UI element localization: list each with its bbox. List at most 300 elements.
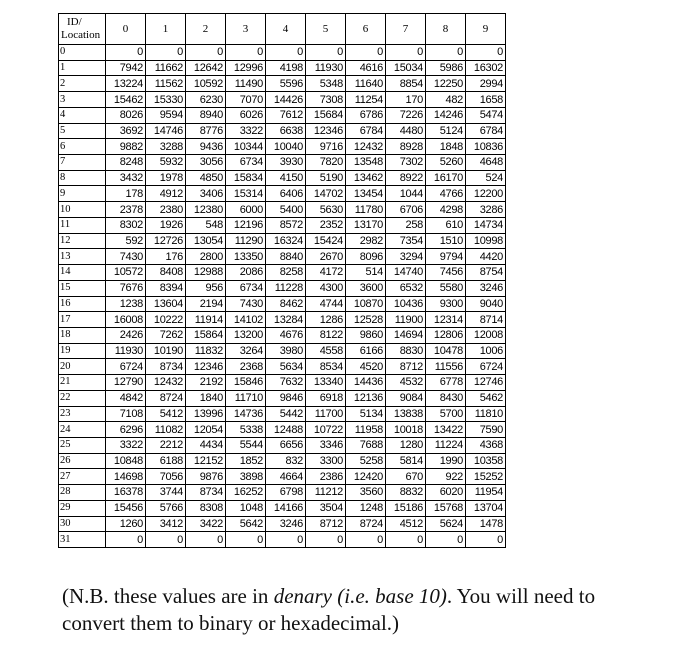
- table-cell: 14746: [146, 123, 186, 139]
- table-cell: 4664: [266, 469, 306, 485]
- table-cell: 2982: [346, 233, 386, 249]
- table-cell: 956: [186, 280, 226, 296]
- table-cell: 13350: [226, 249, 266, 265]
- column-header-id-3: 3: [226, 14, 266, 45]
- table-row: [59, 453, 506, 469]
- table-cell: 12528: [346, 312, 386, 328]
- table-cell: 11954: [466, 485, 506, 501]
- table-cell: 16324: [266, 233, 306, 249]
- table-cell: 0: [146, 45, 186, 61]
- table-cell: 5580: [426, 280, 466, 296]
- table-cell: 8776: [186, 123, 226, 139]
- row-label-location: 30: [59, 516, 106, 532]
- table-cell: 0: [266, 45, 306, 61]
- table-cell: 3898: [226, 469, 266, 485]
- table-row: [59, 469, 506, 485]
- table-cell: 6532: [386, 280, 426, 296]
- table-cell: 16252: [226, 485, 266, 501]
- table-cell: 7302: [386, 155, 426, 171]
- table-cell: 2426: [106, 327, 146, 343]
- data-table-container: [58, 13, 506, 548]
- table-cell: 8430: [426, 390, 466, 406]
- table-cell: 14702: [306, 186, 346, 202]
- table-cell: 4512: [386, 516, 426, 532]
- table-cell: 10190: [146, 343, 186, 359]
- table-cell: 9846: [266, 390, 306, 406]
- table-cell: 0: [226, 45, 266, 61]
- table-cell: 1006: [466, 343, 506, 359]
- table-body: [59, 45, 506, 548]
- table-cell: 11562: [146, 76, 186, 92]
- table-cell: 1478: [466, 516, 506, 532]
- row-label-location: 9: [59, 186, 106, 202]
- table-cell: 13422: [426, 422, 466, 438]
- table-cell: 670: [386, 469, 426, 485]
- table-cell: 9794: [426, 249, 466, 265]
- table-cell: 15864: [186, 327, 226, 343]
- table-cell: 8724: [346, 516, 386, 532]
- table-cell: 15846: [226, 375, 266, 391]
- column-header-id-8: 8: [426, 14, 466, 45]
- table-cell: 13604: [146, 296, 186, 312]
- table-cell: 5442: [266, 406, 306, 422]
- table-cell: 12420: [346, 469, 386, 485]
- table-cell: 1978: [146, 170, 186, 186]
- table-row: [59, 296, 506, 312]
- table-cell: 14736: [226, 406, 266, 422]
- table-cell: 12996: [226, 60, 266, 76]
- table-cell: 6724: [466, 359, 506, 375]
- row-label-location: 27: [59, 469, 106, 485]
- table-row: [59, 437, 506, 453]
- table-cell: 5630: [306, 202, 346, 218]
- row-label-location: 0: [59, 45, 106, 61]
- table-cell: 7942: [106, 60, 146, 76]
- table-cell: 14734: [466, 217, 506, 233]
- table-cell: 15034: [386, 60, 426, 76]
- table-cell: 5766: [146, 500, 186, 516]
- table-cell: 6798: [266, 485, 306, 501]
- row-label-location: 18: [59, 327, 106, 343]
- row-label-location: 3: [59, 92, 106, 108]
- table-cell: 7056: [146, 469, 186, 485]
- table-cell: 610: [426, 217, 466, 233]
- table-cell: 7590: [466, 422, 506, 438]
- table-cell: 5412: [146, 406, 186, 422]
- table-cell: 548: [186, 217, 226, 233]
- table-cell: 10478: [426, 343, 466, 359]
- table-cell: 8248: [106, 155, 146, 171]
- table-cell: 0: [466, 532, 506, 548]
- table-cell: 3322: [226, 123, 266, 139]
- table-cell: 7612: [266, 107, 306, 123]
- table-row: [59, 202, 506, 218]
- table-cell: 7262: [146, 327, 186, 343]
- row-label-location: 5: [59, 123, 106, 139]
- table-cell: 1286: [306, 312, 346, 328]
- table-cell: 12988: [186, 265, 226, 281]
- row-label-location: 10: [59, 202, 106, 218]
- table-cell: 8534: [306, 359, 346, 375]
- table-cell: 6166: [346, 343, 386, 359]
- table-cell: 1848: [426, 139, 466, 155]
- table-row: [59, 155, 506, 171]
- table-row: [59, 390, 506, 406]
- row-label-location: 11: [59, 217, 106, 233]
- table-cell: 11900: [386, 312, 426, 328]
- table-cell: 13340: [306, 375, 346, 391]
- table-row: [59, 76, 506, 92]
- table-cell: 1248: [346, 500, 386, 516]
- table-cell: 5634: [266, 359, 306, 375]
- table-cell: 7820: [306, 155, 346, 171]
- table-cell: 11490: [226, 76, 266, 92]
- table-cell: 9882: [106, 139, 146, 155]
- table-cell: 4676: [266, 327, 306, 343]
- table-cell: 12432: [346, 139, 386, 155]
- table-cell: 13284: [266, 312, 306, 328]
- table-cell: 8258: [266, 265, 306, 281]
- table-cell: 6706: [386, 202, 426, 218]
- table-row: [59, 359, 506, 375]
- table-cell: 3744: [146, 485, 186, 501]
- table-cell: 8572: [266, 217, 306, 233]
- table-cell: 13200: [226, 327, 266, 343]
- table-cell: 2378: [106, 202, 146, 218]
- table-cell: 4532: [386, 375, 426, 391]
- table-cell: 3056: [186, 155, 226, 171]
- table-cell: 10592: [186, 76, 226, 92]
- table-cell: 15252: [466, 469, 506, 485]
- table-cell: 0: [426, 532, 466, 548]
- table-cell: 592: [106, 233, 146, 249]
- table-cell: 10222: [146, 312, 186, 328]
- table-cell: 11224: [426, 437, 466, 453]
- table-row: [59, 265, 506, 281]
- table-cell: 11228: [266, 280, 306, 296]
- table-cell: 3264: [226, 343, 266, 359]
- table-cell: 10870: [346, 296, 386, 312]
- table-cell: 0: [346, 45, 386, 61]
- table-cell: 7430: [226, 296, 266, 312]
- table-cell: 2212: [146, 437, 186, 453]
- table-cell: 7226: [386, 107, 426, 123]
- table-cell: 16008: [106, 312, 146, 328]
- table-cell: 12152: [186, 453, 226, 469]
- table-cell: 4300: [306, 280, 346, 296]
- table-cell: 3246: [466, 280, 506, 296]
- table-cell: 922: [426, 469, 466, 485]
- row-label-location: 13: [59, 249, 106, 265]
- table-row: [59, 327, 506, 343]
- table-cell: 8712: [386, 359, 426, 375]
- table-cell: 3406: [186, 186, 226, 202]
- table-cell: 13054: [186, 233, 226, 249]
- table-cell: 12488: [266, 422, 306, 438]
- table-row: [59, 45, 506, 61]
- table-cell: 12432: [146, 375, 186, 391]
- table-cell: 5258: [346, 453, 386, 469]
- table-cell: 14740: [386, 265, 426, 281]
- corner-label-location: Location: [61, 29, 101, 41]
- table-cell: 2800: [186, 249, 226, 265]
- table-cell: 12008: [466, 327, 506, 343]
- table-cell: 3432: [106, 170, 146, 186]
- table-cell: 6000: [226, 202, 266, 218]
- table-row: [59, 170, 506, 186]
- table-cell: 10040: [266, 139, 306, 155]
- table-cell: 8940: [186, 107, 226, 123]
- table-cell: 9860: [346, 327, 386, 343]
- table-cell: 0: [466, 45, 506, 61]
- column-header-id-5: 5: [306, 14, 346, 45]
- table-cell: 11832: [186, 343, 226, 359]
- table-cell: 10018: [386, 422, 426, 438]
- table-cell: 4434: [186, 437, 226, 453]
- table-cell: 8714: [466, 312, 506, 328]
- table-cell: 14102: [226, 312, 266, 328]
- table-cell: 6656: [266, 437, 306, 453]
- table-cell: 10722: [306, 422, 346, 438]
- table-cell: 8922: [386, 170, 426, 186]
- row-label-location: 25: [59, 437, 106, 453]
- table-cell: 5400: [266, 202, 306, 218]
- table-cell: 4850: [186, 170, 226, 186]
- table-cell: 11212: [306, 485, 346, 501]
- table-cell: 15684: [306, 107, 346, 123]
- table-cell: 5190: [306, 170, 346, 186]
- table-cell: 1990: [426, 453, 466, 469]
- table-cell: 4520: [346, 359, 386, 375]
- table-cell: 258: [386, 217, 426, 233]
- row-label-location: 8: [59, 170, 106, 186]
- table-row: [59, 532, 506, 548]
- table-row: [59, 107, 506, 123]
- table-cell: 8724: [146, 390, 186, 406]
- table-cell: 7354: [386, 233, 426, 249]
- table-row: [59, 375, 506, 391]
- column-header-id-2: 2: [186, 14, 226, 45]
- column-header-id-1: 1: [146, 14, 186, 45]
- table-cell: 0: [306, 45, 346, 61]
- table-cell: 7688: [346, 437, 386, 453]
- table-cell: 11290: [226, 233, 266, 249]
- table-cell: 7070: [226, 92, 266, 108]
- table-cell: 5596: [266, 76, 306, 92]
- table-cell: 16170: [426, 170, 466, 186]
- table-row: [59, 343, 506, 359]
- table-cell: 7308: [306, 92, 346, 108]
- table-cell: 6230: [186, 92, 226, 108]
- table-row: [59, 312, 506, 328]
- column-header-id-6: 6: [346, 14, 386, 45]
- table-cell: 15834: [226, 170, 266, 186]
- table-cell: 15424: [306, 233, 346, 249]
- row-label-location: 24: [59, 422, 106, 438]
- table-cell: 12136: [346, 390, 386, 406]
- table-cell: 12196: [226, 217, 266, 233]
- table-cell: 3930: [266, 155, 306, 171]
- row-label-location: 22: [59, 390, 106, 406]
- table-cell: 1852: [226, 453, 266, 469]
- table-cell: 1926: [146, 217, 186, 233]
- table-cell: 14694: [386, 327, 426, 343]
- row-label-location: 19: [59, 343, 106, 359]
- table-cell: 3422: [186, 516, 226, 532]
- table-cell: 16302: [466, 60, 506, 76]
- table-cell: 15462: [106, 92, 146, 108]
- table-cell: 0: [186, 532, 226, 548]
- table-cell: 10836: [466, 139, 506, 155]
- note-text-emphasis: denary (i.e. base 10): [273, 584, 447, 608]
- table-cell: 6784: [346, 123, 386, 139]
- table-cell: 8734: [146, 359, 186, 375]
- table-cell: 6784: [466, 123, 506, 139]
- table-cell: 13996: [186, 406, 226, 422]
- table-cell: 12200: [466, 186, 506, 202]
- table-cell: 12346: [306, 123, 346, 139]
- table-cell: 4172: [306, 265, 346, 281]
- table-cell: 12642: [186, 60, 226, 76]
- base-conversion-note: [62, 583, 662, 637]
- table-cell: 6026: [226, 107, 266, 123]
- table-cell: 11710: [226, 390, 266, 406]
- table-cell: 11662: [146, 60, 186, 76]
- id-location-table: [58, 13, 506, 548]
- table-cell: 4912: [146, 186, 186, 202]
- table-cell: 4616: [346, 60, 386, 76]
- table-cell: 11958: [346, 422, 386, 438]
- table-cell: 5134: [346, 406, 386, 422]
- row-label-location: 26: [59, 453, 106, 469]
- table-cell: 1658: [466, 92, 506, 108]
- table-cell: 0: [146, 532, 186, 548]
- table-cell: 13704: [466, 500, 506, 516]
- table-cell: 170: [386, 92, 426, 108]
- table-cell: 5544: [226, 437, 266, 453]
- table-cell: 0: [306, 532, 346, 548]
- table-cell: 4420: [466, 249, 506, 265]
- row-label-location: 4: [59, 107, 106, 123]
- table-cell: 8928: [386, 139, 426, 155]
- table-cell: 0: [386, 45, 426, 61]
- table-cell: 9300: [426, 296, 466, 312]
- table-cell: 11930: [106, 343, 146, 359]
- table-cell: 7456: [426, 265, 466, 281]
- table-cell: 8840: [266, 249, 306, 265]
- row-label-location: 14: [59, 265, 106, 281]
- table-cell: 514: [346, 265, 386, 281]
- table-row: [59, 233, 506, 249]
- table-cell: 4150: [266, 170, 306, 186]
- table-cell: 12250: [426, 76, 466, 92]
- table-row: [59, 60, 506, 76]
- column-header-id-7: 7: [386, 14, 426, 45]
- table-cell: 3600: [346, 280, 386, 296]
- table-cell: 9040: [466, 296, 506, 312]
- table-cell: 0: [226, 532, 266, 548]
- table-cell: 13462: [346, 170, 386, 186]
- table-cell: 5642: [226, 516, 266, 532]
- table-cell: 1840: [186, 390, 226, 406]
- table-cell: 2670: [306, 249, 346, 265]
- table-cell: 2192: [186, 375, 226, 391]
- table-cell: 1280: [386, 437, 426, 453]
- table-cell: 0: [426, 45, 466, 61]
- table-cell: 4480: [386, 123, 426, 139]
- table-cell: 3246: [266, 516, 306, 532]
- table-cell: 4842: [106, 390, 146, 406]
- corner-label-id: ID/: [67, 16, 82, 28]
- table-cell: 12346: [186, 359, 226, 375]
- table-row: [59, 485, 506, 501]
- table-cell: 3412: [146, 516, 186, 532]
- row-label-location: 16: [59, 296, 106, 312]
- table-cell: 178: [106, 186, 146, 202]
- table-cell: 15456: [106, 500, 146, 516]
- row-label-location: 1: [59, 60, 106, 76]
- table-cell: 0: [346, 532, 386, 548]
- table-cell: 1048: [226, 500, 266, 516]
- table-cell: 4558: [306, 343, 346, 359]
- table-cell: 8302: [106, 217, 146, 233]
- table-cell: 6734: [226, 155, 266, 171]
- table-cell: 11914: [186, 312, 226, 328]
- row-label-location: 12: [59, 233, 106, 249]
- table-cell: 3346: [306, 437, 346, 453]
- table-cell: 2352: [306, 217, 346, 233]
- table-cell: 8830: [386, 343, 426, 359]
- table-cell: 7676: [106, 280, 146, 296]
- table-cell: 13224: [106, 76, 146, 92]
- table-cell: 6188: [146, 453, 186, 469]
- table-cell: 8308: [186, 500, 226, 516]
- table-cell: 3692: [106, 123, 146, 139]
- table-cell: 0: [186, 45, 226, 61]
- column-header-id-4: 4: [266, 14, 306, 45]
- table-cell: 13548: [346, 155, 386, 171]
- table-cell: 8854: [386, 76, 426, 92]
- table-row: [59, 500, 506, 516]
- table-cell: 2086: [226, 265, 266, 281]
- table-cell: 1510: [426, 233, 466, 249]
- corner-header: [59, 14, 106, 45]
- table-cell: 2194: [186, 296, 226, 312]
- table-cell: 16378: [106, 485, 146, 501]
- table-cell: 6638: [266, 123, 306, 139]
- table-cell: 14698: [106, 469, 146, 485]
- table-cell: 3504: [306, 500, 346, 516]
- table-cell: 6786: [346, 107, 386, 123]
- table-cell: 14246: [426, 107, 466, 123]
- table-cell: 0: [266, 532, 306, 548]
- row-label-location: 21: [59, 375, 106, 391]
- row-label-location: 29: [59, 500, 106, 516]
- table-row: [59, 186, 506, 202]
- table-cell: 3322: [106, 437, 146, 453]
- table-cell: 5700: [426, 406, 466, 422]
- table-cell: 8712: [306, 516, 346, 532]
- row-label-location: 17: [59, 312, 106, 328]
- table-row: [59, 92, 506, 108]
- table-cell: 12726: [146, 233, 186, 249]
- table-cell: 6724: [106, 359, 146, 375]
- table-cell: 14436: [346, 375, 386, 391]
- table-cell: 12790: [106, 375, 146, 391]
- table-cell: 9716: [306, 139, 346, 155]
- table-cell: 3980: [266, 343, 306, 359]
- table-cell: 8026: [106, 107, 146, 123]
